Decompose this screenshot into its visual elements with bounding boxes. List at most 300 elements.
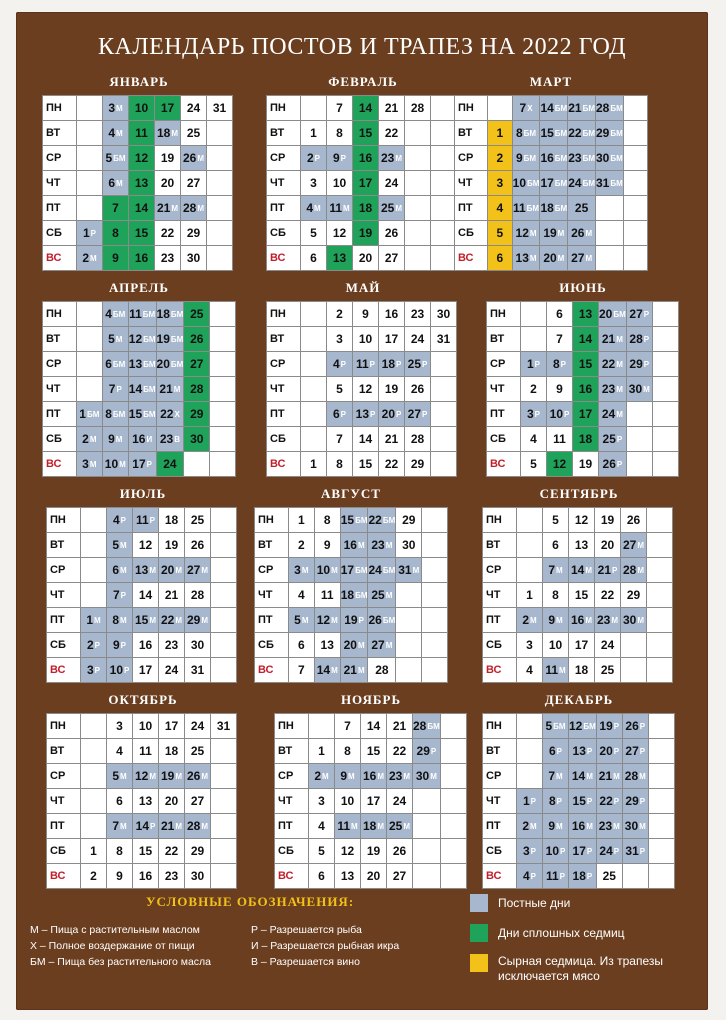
day-number: 13 [332, 251, 347, 265]
week-row [267, 452, 457, 477]
day-cell [647, 633, 673, 658]
day-cell [379, 302, 405, 327]
day-number: 14 [358, 432, 373, 446]
day-number: 15 [366, 744, 381, 758]
fast-code: М [116, 104, 123, 113]
day-cell [379, 377, 405, 402]
fast-code: Р [586, 847, 593, 856]
weekday-label: ВС [47, 864, 81, 889]
fast-code: Р [530, 797, 537, 806]
day-cell [595, 658, 621, 683]
swatch-cheese-week-label: Сырная седмица. Из трапезы исключается мясо [498, 954, 664, 983]
day-cell [335, 839, 361, 864]
day-number: 19 [543, 226, 557, 240]
weekday-label: СР [483, 764, 517, 789]
day-number: 14 [316, 663, 331, 677]
day-cell [155, 146, 181, 171]
week-row [483, 714, 675, 739]
fast-code: М [585, 566, 593, 575]
day-cell [353, 427, 379, 452]
fast-code: М [385, 541, 393, 550]
day-cell [431, 121, 457, 146]
day-number: 26 [384, 226, 399, 240]
day-number: 10 [340, 794, 355, 808]
week-row [267, 221, 457, 246]
day-number: 11 [545, 663, 558, 677]
day-cell [159, 558, 185, 583]
week-row [483, 608, 673, 633]
day-cell [568, 171, 596, 196]
day-number: 14 [138, 588, 153, 602]
day-number: 2 [522, 613, 529, 627]
weekday-label: ВТ [483, 533, 517, 558]
day-number: 3 [336, 332, 343, 346]
day-cell [368, 533, 396, 558]
day-cell [133, 508, 159, 533]
weekday-label: ПН [483, 508, 517, 533]
day-cell [621, 533, 647, 558]
day-cell [547, 327, 573, 352]
day-cell [517, 789, 543, 814]
day-cell [77, 221, 103, 246]
day-cell [77, 171, 103, 196]
day-number: 22 [392, 744, 407, 758]
day-number: 11 [355, 357, 369, 371]
week-row [43, 146, 233, 171]
day-cell [487, 221, 512, 246]
day-cell [648, 714, 674, 739]
day-number: 30 [402, 538, 416, 552]
day-cell [368, 608, 396, 633]
fast-code: М [120, 566, 127, 575]
day-cell [129, 96, 155, 121]
fast-code: М [613, 822, 620, 831]
day-number: 11 [320, 588, 334, 602]
week-row [47, 533, 237, 558]
day-cell [353, 377, 379, 402]
fast-code: БМ [554, 154, 568, 163]
weekday-label: ВТ [47, 533, 81, 558]
day-cell [81, 814, 107, 839]
day-cell [107, 764, 133, 789]
week-row [47, 508, 237, 533]
weekday-label: ЧТ [255, 583, 289, 608]
weekday-label: СР [47, 764, 81, 789]
day-cell [487, 171, 512, 196]
day-number: 28 [596, 101, 610, 115]
day-cell [647, 658, 673, 683]
day-cell [301, 427, 327, 452]
day-cell [569, 633, 595, 658]
day-cell [128, 427, 156, 452]
day-cell [652, 452, 678, 477]
day-cell [159, 633, 185, 658]
month-name: СЕНТЯБРЬ [539, 486, 619, 501]
day-number: 9 [332, 151, 340, 165]
day-cell [543, 764, 569, 789]
week-row [483, 508, 673, 533]
weekday-label: СР [43, 146, 77, 171]
weekday-label: ЧТ [43, 377, 77, 402]
day-number: 8 [116, 844, 123, 858]
day-cell [185, 739, 211, 764]
fast-code: БМ [527, 179, 540, 188]
day-cell [543, 789, 569, 814]
day-cell [621, 583, 647, 608]
day-number: 6 [116, 794, 123, 808]
fast-code: Р [639, 747, 646, 756]
fast-code: Р [639, 847, 646, 856]
day-number: 1 [297, 513, 305, 527]
day-cell [487, 246, 512, 271]
fast-code: М [149, 566, 157, 575]
day-cell [379, 196, 405, 221]
legend-item-v: В – Разрешается вино [251, 956, 360, 968]
week-row [455, 121, 648, 146]
fast-code: М [357, 666, 365, 675]
day-cell [81, 533, 107, 558]
day-cell [102, 402, 128, 427]
day-number: 7 [297, 663, 305, 677]
day-cell [569, 608, 595, 633]
day-number: 28 [375, 663, 389, 677]
fast-code: И [146, 435, 153, 444]
day-cell [379, 146, 405, 171]
day-cell [405, 327, 431, 352]
day-number: 14 [134, 201, 149, 215]
weekday-label: СР [483, 558, 517, 583]
day-cell [327, 452, 353, 477]
day-cell [155, 196, 181, 221]
month-grid [454, 95, 648, 271]
day-cell [440, 714, 466, 739]
day-cell [340, 508, 368, 533]
day-cell [301, 246, 327, 271]
day-cell [512, 196, 540, 221]
day-cell [156, 377, 184, 402]
day-number: 7 [112, 201, 119, 215]
day-cell [159, 714, 185, 739]
day-number: 19 [156, 332, 170, 346]
day-cell [211, 533, 237, 558]
fast-code: М [585, 616, 593, 625]
fast-code: Р [556, 747, 563, 756]
day-cell [210, 452, 236, 477]
day-cell [81, 789, 107, 814]
day-number: 9 [556, 382, 563, 396]
day-number: 8 [336, 126, 343, 140]
day-cell [353, 146, 379, 171]
day-cell [540, 96, 568, 121]
month-grid [482, 507, 673, 683]
day-cell [288, 608, 314, 633]
day-number: 12 [332, 226, 347, 240]
day-number: 12 [128, 332, 143, 346]
week-row [487, 452, 679, 477]
day-cell [156, 427, 184, 452]
day-cell [512, 121, 540, 146]
day-cell [155, 121, 181, 146]
day-cell [626, 377, 652, 402]
day-number: 9 [548, 613, 555, 627]
day-cell [648, 789, 674, 814]
day-number: 16 [578, 382, 593, 396]
day-cell [327, 121, 353, 146]
month-name: ИЮНЬ [559, 280, 607, 295]
day-number: 3 [526, 407, 534, 421]
weekday-label: ПН [43, 302, 77, 327]
week-row [47, 608, 237, 633]
day-number: 5 [294, 613, 301, 627]
day-number: 21 [160, 819, 175, 833]
fast-code: М [351, 822, 358, 831]
day-number: 6 [112, 563, 119, 577]
fast-code: БМ [526, 204, 540, 213]
fast-code: Р [430, 747, 437, 756]
day-cell [368, 583, 396, 608]
day-cell [599, 427, 627, 452]
day-cell [207, 221, 233, 246]
day-cell [288, 583, 314, 608]
day-number: 11 [135, 126, 148, 140]
day-number: 14 [358, 101, 373, 115]
day-cell [181, 196, 207, 221]
day-number: 10 [512, 176, 527, 190]
day-cell [431, 302, 457, 327]
day-number: 23 [371, 538, 385, 552]
day-cell [517, 658, 543, 683]
day-cell [77, 146, 103, 171]
day-number: 21 [159, 382, 173, 396]
day-cell [353, 221, 379, 246]
day-number: 12 [316, 613, 331, 627]
weekday-label: ЧТ [267, 171, 301, 196]
day-number: 24 [599, 844, 613, 858]
day-cell [521, 327, 547, 352]
fast-code: Р [90, 229, 97, 238]
day-cell [440, 739, 466, 764]
day-number: 30 [190, 638, 205, 652]
week-row [267, 402, 457, 427]
weekday-label: СБ [43, 427, 77, 452]
day-number: 17 [358, 176, 373, 190]
day-cell [595, 633, 621, 658]
fast-code: Р [120, 641, 127, 650]
week-row [483, 658, 673, 683]
day-number: 21 [568, 101, 582, 115]
fast-code: БМ [382, 566, 396, 575]
day-number: 9 [340, 769, 347, 783]
day-cell [77, 121, 103, 146]
day-number: 31 [216, 719, 231, 733]
day-number: 25 [602, 869, 616, 883]
day-number: 16 [138, 869, 153, 883]
day-cell [573, 377, 599, 402]
weekday-label: ПН [275, 714, 309, 739]
fast-code: Р [556, 797, 563, 806]
day-number: 17 [572, 844, 586, 858]
day-number: 27 [571, 251, 585, 265]
week-row [483, 558, 673, 583]
day-cell [309, 764, 335, 789]
day-number: 16 [343, 538, 357, 552]
day-cell [207, 196, 233, 221]
fast-code: М [559, 666, 566, 675]
fast-code: Р [530, 847, 537, 856]
day-number: 22 [384, 457, 399, 471]
day-cell [327, 402, 353, 427]
day-cell [181, 171, 207, 196]
day-cell [517, 739, 543, 764]
day-number: 7 [336, 101, 343, 115]
day-cell [422, 583, 448, 608]
day-cell [521, 402, 547, 427]
day-number: 3 [82, 457, 89, 471]
day-number: 27 [190, 794, 205, 808]
fast-code: Р [314, 154, 321, 163]
day-number: 30 [436, 307, 451, 321]
fast-code: Р [369, 360, 376, 369]
day-number: 2 [336, 307, 343, 321]
day-number: 13 [578, 307, 593, 321]
day-cell [207, 171, 233, 196]
day-cell [599, 327, 627, 352]
weekday-label: ВС [47, 658, 81, 683]
week-row [43, 327, 236, 352]
day-cell [573, 402, 599, 427]
weekday-label: ВС [43, 246, 77, 271]
day-cell [314, 508, 340, 533]
day-number: 11 [545, 869, 559, 883]
day-cell [211, 583, 237, 608]
day-number: 1 [79, 407, 86, 421]
day-number: 29 [416, 744, 430, 758]
day-number: 18 [362, 819, 377, 833]
day-cell [184, 402, 210, 427]
day-cell [405, 377, 431, 402]
day-cell [156, 452, 184, 477]
week-row [43, 196, 233, 221]
weekday-label: ВТ [47, 739, 81, 764]
day-cell [181, 121, 207, 146]
day-number: 14 [135, 819, 149, 833]
fast-code: М [637, 566, 645, 575]
day-number: 4 [306, 201, 313, 215]
day-number: 24 [392, 794, 407, 808]
day-cell [133, 658, 159, 683]
day-cell [517, 558, 543, 583]
weekday-label: ЧТ [455, 171, 488, 196]
fast-code: БМ [355, 591, 368, 600]
day-cell [129, 196, 155, 221]
day-cell [210, 377, 236, 402]
day-cell [647, 558, 673, 583]
week-row [487, 377, 679, 402]
day-cell [621, 633, 647, 658]
day-number: 23 [164, 869, 179, 883]
day-cell [396, 533, 422, 558]
day-number: 21 [384, 101, 399, 115]
day-number: 4 [530, 432, 537, 446]
day-number: 27 [371, 638, 385, 652]
day-cell [626, 427, 652, 452]
day-cell [335, 789, 361, 814]
fast-code: Х [174, 410, 180, 419]
fast-code: М [395, 154, 403, 163]
day-number: 22 [164, 844, 179, 858]
weekday-label: ВТ [275, 739, 309, 764]
day-number: 8 [515, 126, 523, 140]
day-cell [76, 452, 102, 477]
day-number: 25 [602, 432, 616, 446]
day-cell [379, 352, 405, 377]
fast-code: М [639, 822, 646, 831]
day-cell [102, 327, 128, 352]
fast-code: М [556, 822, 563, 831]
day-cell [431, 146, 457, 171]
day-cell [185, 608, 211, 633]
day-number: 29 [190, 844, 205, 858]
weekday-label: ВТ [483, 739, 517, 764]
day-number: 8 [112, 226, 119, 240]
day-cell [543, 508, 569, 533]
day-number: 18 [156, 126, 171, 140]
fast-code: БМ [142, 310, 156, 319]
day-cell [184, 327, 210, 352]
day-cell [361, 714, 387, 739]
day-number: 1 [310, 126, 317, 140]
fast-code: М [611, 616, 619, 625]
weekday-label: ЧТ [487, 377, 521, 402]
day-number: 29 [625, 794, 639, 808]
day-cell [156, 402, 184, 427]
weekday-label: ПТ [455, 196, 488, 221]
day-cell [335, 714, 361, 739]
fast-code: М [556, 566, 563, 575]
day-number: 6 [332, 407, 340, 421]
day-cell [569, 789, 597, 814]
fast-code: БМ [582, 154, 595, 163]
day-cell [405, 121, 431, 146]
day-number: 1 [318, 744, 325, 758]
day-number: 8 [344, 744, 351, 758]
day-cell [327, 427, 353, 452]
fast-code: БМ [112, 410, 126, 419]
day-cell [596, 789, 622, 814]
day-number: 6 [310, 251, 317, 265]
day-cell [340, 658, 368, 683]
day-number: 22 [599, 794, 613, 808]
day-number: 26 [626, 513, 641, 527]
fast-code: М [530, 822, 537, 831]
day-cell [648, 814, 674, 839]
day-cell [512, 171, 540, 196]
week-row [267, 302, 457, 327]
fast-code: М [385, 591, 393, 600]
day-number: 9 [323, 538, 331, 552]
fast-code: М [403, 772, 411, 781]
day-cell [327, 246, 353, 271]
day-cell [573, 302, 599, 327]
day-number: 19 [164, 538, 179, 552]
day-cell [413, 839, 441, 864]
day-cell [159, 508, 185, 533]
weekday-label: ПТ [43, 196, 77, 221]
day-number: 27 [622, 538, 637, 552]
week-row [487, 327, 679, 352]
day-number: 19 [599, 719, 613, 733]
weekday-label: СБ [487, 427, 521, 452]
